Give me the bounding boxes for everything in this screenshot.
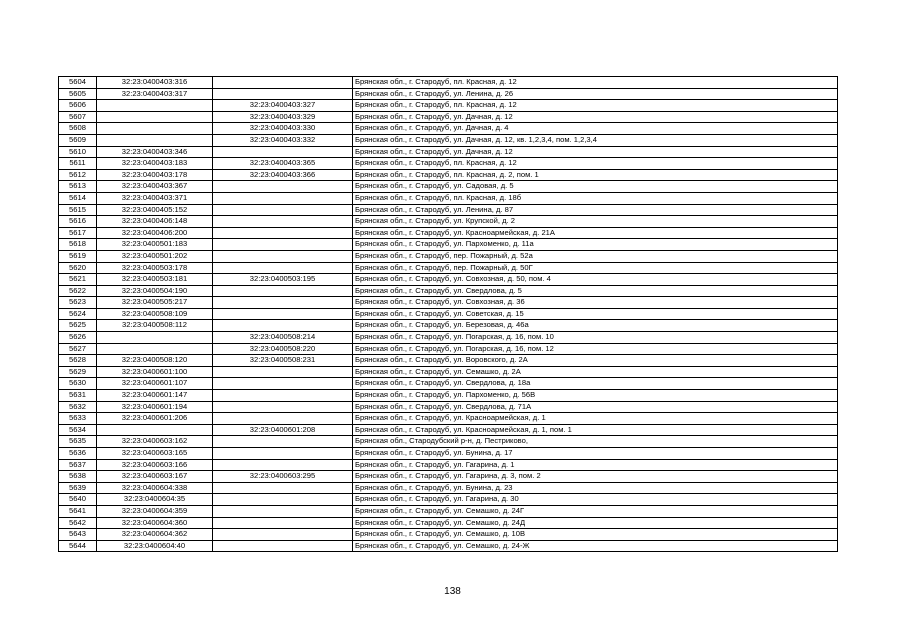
- table-row: [59, 459, 838, 471]
- row-number-cell: 5612: [59, 169, 97, 181]
- row-number-cell: 5616: [59, 216, 97, 228]
- address-cell: Брянская обл., г. Стародуб, ул. Ленина, д. 26: [353, 88, 838, 100]
- table-row: [59, 100, 838, 112]
- table-row: [59, 390, 838, 402]
- address-cell: Брянская обл., г. Стародуб, ул. Семашко, д. 24Г: [353, 505, 838, 517]
- row-number-cell: 5643: [59, 529, 97, 541]
- cadastral-number-secondary-cell: [213, 146, 353, 158]
- row-number-cell: 5609: [59, 134, 97, 146]
- cadastral-number-cell: 32:23:0400403:317: [97, 88, 213, 100]
- cadastral-number-secondary-cell: 32:23:0400508:231: [213, 355, 353, 367]
- row-number-cell: 5622: [59, 285, 97, 297]
- cadastral-number-secondary-cell: 32:23:0400403:327: [213, 100, 353, 112]
- cadastral-number-cell: 32:23:0400403:367: [97, 181, 213, 193]
- page-number: 138: [444, 586, 461, 597]
- address-cell: Брянская обл., г. Стародуб, пл. Красная, д. 12: [353, 158, 838, 170]
- cadastral-number-cell: 32:23:0400601:107: [97, 378, 213, 390]
- cadastral-number-secondary-cell: [213, 529, 353, 541]
- cadastral-number-secondary-cell: 32:23:0400403:332: [213, 134, 353, 146]
- cadastral-number-cell: [97, 123, 213, 135]
- cadastral-number-cell: 32:23:0400504:190: [97, 285, 213, 297]
- table-row: [59, 320, 838, 332]
- row-number-cell: 5615: [59, 204, 97, 216]
- cadastral-number-secondary-cell: [213, 517, 353, 529]
- cadastral-number-secondary-cell: [213, 378, 353, 390]
- table-row: [59, 505, 838, 517]
- address-cell: Брянская обл., г. Стародуб, пл. Красная, д. 2, пом. 1: [353, 169, 838, 181]
- table-row: [59, 540, 838, 552]
- row-number-cell: 5640: [59, 494, 97, 506]
- table-row: [59, 297, 838, 309]
- address-cell: Брянская обл., г. Стародуб, ул. Дачная, д. 12, кв. 1,2,3,4, пом. 1,2,3,4: [353, 134, 838, 146]
- row-number-cell: 5606: [59, 100, 97, 112]
- cadastral-number-secondary-cell: [213, 192, 353, 204]
- row-number-cell: 5635: [59, 436, 97, 448]
- cadastral-number-cell: 32:23:0400601:194: [97, 401, 213, 413]
- table-row: [59, 181, 838, 193]
- table-row: [59, 204, 838, 216]
- row-number-cell: 5641: [59, 505, 97, 517]
- cadastral-number-secondary-cell: [213, 505, 353, 517]
- table-row: [59, 239, 838, 251]
- address-cell: Брянская обл., г. Стародуб, ул. Ленина, д. 87: [353, 204, 838, 216]
- row-number-cell: 5608: [59, 123, 97, 135]
- row-number-cell: 5627: [59, 343, 97, 355]
- address-cell: Брянская обл., г. Стародуб, пл. Красная, д. 12: [353, 77, 838, 89]
- address-cell: Брянская обл., г. Стародуб, ул. Дачная, д. 4: [353, 123, 838, 135]
- cadastral-number-cell: 32:23:0400603:167: [97, 471, 213, 483]
- address-cell: Брянская обл., г. Стародуб, ул. Гагарина, д. 30: [353, 494, 838, 506]
- row-number-cell: 5620: [59, 262, 97, 274]
- row-number-cell: 5634: [59, 424, 97, 436]
- cadastral-number-cell: 32:23:0400508:112: [97, 320, 213, 332]
- cadastral-number-secondary-cell: [213, 540, 353, 552]
- address-cell: Брянская обл., г. Стародуб, ул. Березовая, д. 46а: [353, 320, 838, 332]
- cadastral-number-cell: 32:23:0400503:181: [97, 274, 213, 286]
- table-row: [59, 134, 838, 146]
- cadastral-number-cell: [97, 424, 213, 436]
- table-row: [59, 529, 838, 541]
- cadastral-number-cell: 32:23:0400403:346: [97, 146, 213, 158]
- cadastral-number-cell: 32:23:0400501:202: [97, 250, 213, 262]
- row-number-cell: 5633: [59, 413, 97, 425]
- cadastral-number-secondary-cell: 32:23:0400403:329: [213, 111, 353, 123]
- cadastral-number-secondary-cell: [213, 494, 353, 506]
- row-number-cell: 5624: [59, 308, 97, 320]
- cadastral-number-secondary-cell: [213, 413, 353, 425]
- row-number-cell: 5626: [59, 332, 97, 344]
- table-row: [59, 158, 838, 170]
- cadastral-number-cell: 32:23:0400503:178: [97, 262, 213, 274]
- cadastral-number-cell: 32:23:0400601:147: [97, 390, 213, 402]
- address-cell: Брянская обл., г. Стародуб, ул. Свердлова, д. 71А: [353, 401, 838, 413]
- table-row: [59, 77, 838, 89]
- table-row: [59, 169, 838, 181]
- cadastral-number-cell: 32:23:0400406:148: [97, 216, 213, 228]
- row-number-cell: 5630: [59, 378, 97, 390]
- table-row: [59, 88, 838, 100]
- address-cell: Брянская обл., г. Стародуб, ул. Погарская, д. 16, пом. 10: [353, 332, 838, 344]
- row-number-cell: 5614: [59, 192, 97, 204]
- address-cell: Брянская обл., г. Стародуб, пер. Пожарный, д. 52а: [353, 250, 838, 262]
- row-number-cell: 5610: [59, 146, 97, 158]
- cadastral-number-cell: 32:23:0400604:338: [97, 482, 213, 494]
- row-number-cell: 5604: [59, 77, 97, 89]
- cadastral-number-cell: 32:23:0400403:316: [97, 77, 213, 89]
- row-number-cell: 5637: [59, 459, 97, 471]
- cadastral-number-secondary-cell: 32:23:0400403:366: [213, 169, 353, 181]
- row-number-cell: 5628: [59, 355, 97, 367]
- row-number-cell: 5605: [59, 88, 97, 100]
- table-row: [59, 262, 838, 274]
- cadastral-number-cell: [97, 332, 213, 344]
- cadastral-number-secondary-cell: 32:23:0400403:365: [213, 158, 353, 170]
- address-cell: Брянская обл., г. Стародуб, пер. Пожарный, д. 50Г: [353, 262, 838, 274]
- address-cell: Брянская обл., г. Стародуб, ул. Гагарина, д. 1: [353, 459, 838, 471]
- address-cell: Брянская обл., г. Стародуб, ул. Садовая, д. 5: [353, 181, 838, 193]
- cadastral-number-secondary-cell: [213, 482, 353, 494]
- address-cell: Брянская обл., г. Стародуб, ул. Пархоменко, д. 11а: [353, 239, 838, 251]
- cadastral-number-secondary-cell: [213, 285, 353, 297]
- table-row: [59, 413, 838, 425]
- address-cell: Брянская обл., г. Стародуб, ул. Совхозная, д. 36: [353, 297, 838, 309]
- cadastral-number-secondary-cell: [213, 216, 353, 228]
- row-number-cell: 5613: [59, 181, 97, 193]
- table-row: [59, 366, 838, 378]
- cadastral-number-secondary-cell: [213, 366, 353, 378]
- cadastral-number-cell: 32:23:0400604:40: [97, 540, 213, 552]
- cadastral-number-secondary-cell: [213, 181, 353, 193]
- cadastral-number-cell: 32:23:0400603:166: [97, 459, 213, 471]
- cadastral-number-secondary-cell: 32:23:0400508:214: [213, 332, 353, 344]
- cadastral-number-cell: 32:23:0400508:120: [97, 355, 213, 367]
- cadastral-number-secondary-cell: 32:23:0400601:208: [213, 424, 353, 436]
- address-cell: Брянская обл., г. Стародуб, ул. Семашко, д. 24Д: [353, 517, 838, 529]
- cadastral-number-cell: 32:23:0400501:183: [97, 239, 213, 251]
- table-row: [59, 355, 838, 367]
- cadastral-number-cell: [97, 343, 213, 355]
- table-row: [59, 227, 838, 239]
- cadastral-number-cell: 32:23:0400508:109: [97, 308, 213, 320]
- table-row: [59, 123, 838, 135]
- address-cell: Брянская обл., г. Стародуб, ул. Советская, д. 15: [353, 308, 838, 320]
- row-number-cell: 5619: [59, 250, 97, 262]
- cadastral-number-secondary-cell: [213, 448, 353, 460]
- row-number-cell: 5636: [59, 448, 97, 460]
- address-cell: Брянская обл., г. Стародуб, ул. Совхозная, д. 50, пом. 4: [353, 274, 838, 286]
- cadastral-number-secondary-cell: 32:23:0400508:220: [213, 343, 353, 355]
- cadastral-number-secondary-cell: [213, 239, 353, 251]
- row-number-cell: 5642: [59, 517, 97, 529]
- table-row: [59, 250, 838, 262]
- cadastral-number-secondary-cell: [213, 77, 353, 89]
- cadastral-number-secondary-cell: [213, 436, 353, 448]
- table-row: [59, 471, 838, 483]
- table-row: [59, 424, 838, 436]
- table-row: [59, 378, 838, 390]
- cadastral-number-cell: [97, 100, 213, 112]
- address-cell: Брянская обл., Стародубский р-н, д. Пестриково,: [353, 436, 838, 448]
- cadastral-number-cell: 32:23:0400603:162: [97, 436, 213, 448]
- address-cell: Брянская обл., г. Стародуб, ул. Свердлова, д. 18а: [353, 378, 838, 390]
- address-cell: Брянская обл., г. Стародуб, ул. Воровского, д. 2А: [353, 355, 838, 367]
- cadastral-number-cell: 32:23:0400601:206: [97, 413, 213, 425]
- cadastral-number-secondary-cell: [213, 320, 353, 332]
- address-cell: Брянская обл., г. Стародуб, ул. Крупской, д. 2: [353, 216, 838, 228]
- cadastral-number-secondary-cell: 32:23:0400403:330: [213, 123, 353, 135]
- row-number-cell: 5631: [59, 390, 97, 402]
- cadastral-number-secondary-cell: [213, 88, 353, 100]
- address-cell: Брянская обл., г. Стародуб, ул. Пархоменко, д. 56В: [353, 390, 838, 402]
- address-cell: Брянская обл., г. Стародуб, ул. Красноармейская, д. 1: [353, 413, 838, 425]
- table-row: [59, 494, 838, 506]
- table-row: [59, 308, 838, 320]
- cadastral-number-cell: [97, 111, 213, 123]
- cadastral-number-cell: 32:23:0400604:360: [97, 517, 213, 529]
- table-row: [59, 482, 838, 494]
- table-row: [59, 192, 838, 204]
- registry-table: [58, 76, 838, 552]
- registry-table-body: [59, 77, 838, 552]
- cadastral-number-secondary-cell: 32:23:0400603:295: [213, 471, 353, 483]
- cadastral-number-secondary-cell: [213, 250, 353, 262]
- row-number-cell: 5629: [59, 366, 97, 378]
- cadastral-number-cell: 32:23:0400406:200: [97, 227, 213, 239]
- cadastral-number-secondary-cell: 32:23:0400503:195: [213, 274, 353, 286]
- cadastral-number-secondary-cell: [213, 227, 353, 239]
- table-row: [59, 111, 838, 123]
- table-row: [59, 216, 838, 228]
- address-cell: Брянская обл., г. Стародуб, ул. Свердлова, д. 5: [353, 285, 838, 297]
- cadastral-number-cell: 32:23:0400505:217: [97, 297, 213, 309]
- row-number-cell: 5623: [59, 297, 97, 309]
- address-cell: Брянская обл., г. Стародуб, ул. Красноармейская, д. 1, пом. 1: [353, 424, 838, 436]
- cadastral-number-secondary-cell: [213, 401, 353, 413]
- cadastral-number-cell: 32:23:0400601:100: [97, 366, 213, 378]
- address-cell: Брянская обл., г. Стародуб, ул. Дачная, д. 12: [353, 111, 838, 123]
- cadastral-number-secondary-cell: [213, 297, 353, 309]
- cadastral-number-cell: 32:23:0400604:35: [97, 494, 213, 506]
- cadastral-number-cell: 32:23:0400403:178: [97, 169, 213, 181]
- cadastral-number-secondary-cell: [213, 459, 353, 471]
- table-row: [59, 436, 838, 448]
- table-row: [59, 285, 838, 297]
- table-row: [59, 343, 838, 355]
- cadastral-number-cell: 32:23:0400405:152: [97, 204, 213, 216]
- cadastral-number-secondary-cell: [213, 308, 353, 320]
- cadastral-number-secondary-cell: [213, 262, 353, 274]
- table-row: [59, 146, 838, 158]
- row-number-cell: 5644: [59, 540, 97, 552]
- address-cell: Брянская обл., г. Стародуб, ул. Красноармейская, д. 21А: [353, 227, 838, 239]
- address-cell: Брянская обл., г. Стародуб, ул. Семашко, д. 2А: [353, 366, 838, 378]
- row-number-cell: 5625: [59, 320, 97, 332]
- table-row: [59, 332, 838, 344]
- address-cell: Брянская обл., г. Стародуб, ул. Бунина, д. 17: [353, 448, 838, 460]
- cadastral-number-cell: 32:23:0400603:165: [97, 448, 213, 460]
- table-row: [59, 401, 838, 413]
- row-number-cell: 5611: [59, 158, 97, 170]
- document-page: [58, 76, 837, 552]
- address-cell: Брянская обл., г. Стародуб, пл. Красная, д. 18б: [353, 192, 838, 204]
- row-number-cell: 5617: [59, 227, 97, 239]
- row-number-cell: 5621: [59, 274, 97, 286]
- table-row: [59, 517, 838, 529]
- cadastral-number-secondary-cell: [213, 390, 353, 402]
- address-cell: Брянская обл., г. Стародуб, ул. Дачная, д. 12: [353, 146, 838, 158]
- row-number-cell: 5639: [59, 482, 97, 494]
- cadastral-number-cell: 32:23:0400604:362: [97, 529, 213, 541]
- table-row: [59, 274, 838, 286]
- cadastral-number-cell: 32:23:0400403:183: [97, 158, 213, 170]
- cadastral-number-secondary-cell: [213, 204, 353, 216]
- address-cell: Брянская обл., г. Стародуб, пл. Красная, д. 12: [353, 100, 838, 112]
- row-number-cell: 5638: [59, 471, 97, 483]
- cadastral-number-cell: [97, 134, 213, 146]
- row-number-cell: 5632: [59, 401, 97, 413]
- cadastral-number-cell: 32:23:0400604:359: [97, 505, 213, 517]
- table-row: [59, 448, 838, 460]
- address-cell: Брянская обл., г. Стародуб, ул. Семашко, д. 10В: [353, 529, 838, 541]
- cadastral-number-cell: 32:23:0400403:371: [97, 192, 213, 204]
- row-number-cell: 5618: [59, 239, 97, 251]
- row-number-cell: 5607: [59, 111, 97, 123]
- address-cell: Брянская обл., г. Стародуб, ул. Погарская, д. 16, пом. 12: [353, 343, 838, 355]
- address-cell: Брянская обл., г. Стародуб, ул. Гагарина, д. 3, пом. 2: [353, 471, 838, 483]
- address-cell: Брянская обл., г. Стародуб, ул. Бунина, д. 23: [353, 482, 838, 494]
- address-cell: Брянская обл., г. Стародуб, ул. Семашко, д. 24-Ж: [353, 540, 838, 552]
